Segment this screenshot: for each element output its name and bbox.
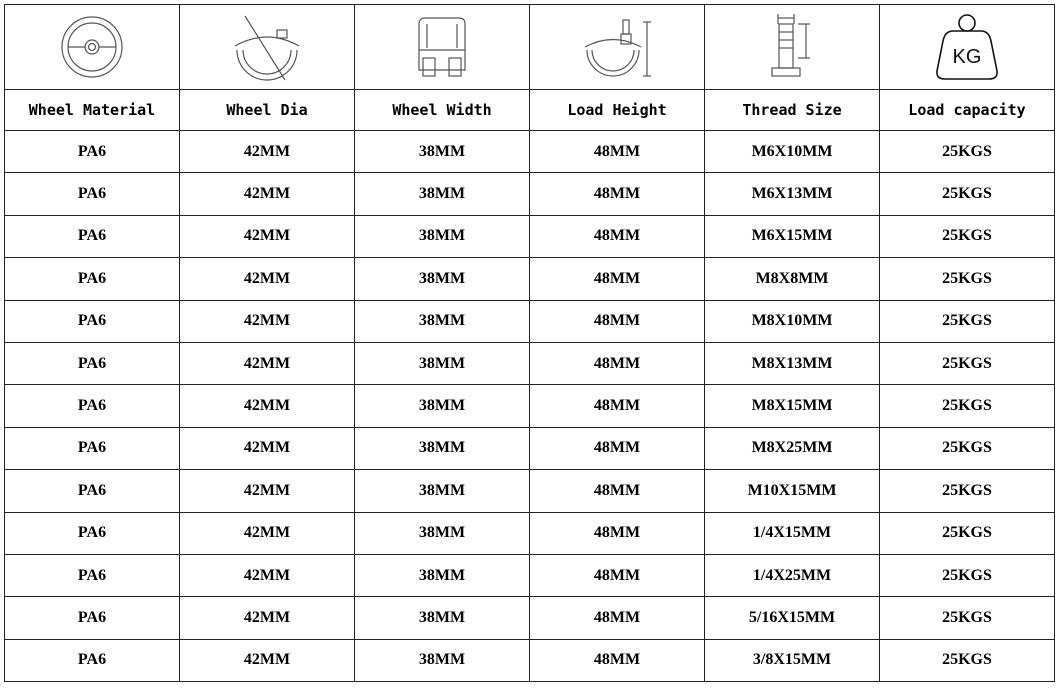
cell-wheel-material: PA6 <box>5 131 180 173</box>
cell-wheel-width: 38MM <box>355 512 530 554</box>
table-row <box>5 597 1055 639</box>
table-row <box>5 173 1055 215</box>
cell-load-capacity: 25KGS <box>880 300 1055 342</box>
cell-load-capacity: 25KGS <box>880 597 1055 639</box>
table-row <box>5 385 1055 427</box>
header-load-capacity: Load capacity <box>880 90 1055 131</box>
cell-wheel-dia: 42MM <box>180 554 355 596</box>
cell-load-height: 48MM <box>530 427 705 469</box>
cell-wheel-width: 38MM <box>355 173 530 215</box>
cell-wheel-material: PA6 <box>5 342 180 384</box>
header-row <box>5 90 1055 131</box>
cell-wheel-material: PA6 <box>5 639 180 681</box>
cell-thread-size: M8X13MM <box>705 342 880 384</box>
icon-cell <box>705 5 880 90</box>
wheel-front-icon <box>57 12 127 82</box>
cell-wheel-dia: 42MM <box>180 258 355 300</box>
table-row <box>5 300 1055 342</box>
table-row <box>5 131 1055 173</box>
header-load-height: Load Height <box>530 90 705 131</box>
header-wheel-width: Wheel Width <box>355 90 530 131</box>
cell-wheel-width: 38MM <box>355 597 530 639</box>
cell-wheel-dia: 42MM <box>180 597 355 639</box>
cell-wheel-dia: 42MM <box>180 385 355 427</box>
wheel-diameter-icon <box>227 10 307 84</box>
cell-thread-size: M6X15MM <box>705 215 880 257</box>
cell-thread-size: M8X10MM <box>705 300 880 342</box>
cell-wheel-dia: 42MM <box>180 131 355 173</box>
cell-load-height: 48MM <box>530 470 705 512</box>
cell-wheel-width: 38MM <box>355 215 530 257</box>
cell-wheel-width: 38MM <box>355 470 530 512</box>
icon-cell <box>180 5 355 90</box>
cell-wheel-dia: 42MM <box>180 300 355 342</box>
cell-wheel-material: PA6 <box>5 385 180 427</box>
cell-thread-size: 1/4X15MM <box>705 512 880 554</box>
icon-cell <box>530 5 705 90</box>
cell-load-height: 48MM <box>530 385 705 427</box>
cell-wheel-width: 38MM <box>355 639 530 681</box>
cell-wheel-material: PA6 <box>5 215 180 257</box>
cell-wheel-dia: 42MM <box>180 215 355 257</box>
cell-load-capacity: 25KGS <box>880 512 1055 554</box>
cell-thread-size: M8X15MM <box>705 385 880 427</box>
cell-load-capacity: 25KGS <box>880 385 1055 427</box>
cell-load-capacity: 25KGS <box>880 258 1055 300</box>
cell-wheel-material: PA6 <box>5 512 180 554</box>
wheel-width-icon <box>407 10 477 84</box>
cell-thread-size: M6X10MM <box>705 131 880 173</box>
cell-load-height: 48MM <box>530 215 705 257</box>
cell-load-height: 48MM <box>530 512 705 554</box>
cell-load-capacity: 25KGS <box>880 215 1055 257</box>
cell-wheel-width: 38MM <box>355 131 530 173</box>
header-wheel-dia: Wheel Dia <box>180 90 355 131</box>
cell-load-capacity: 25KGS <box>880 173 1055 215</box>
cell-wheel-dia: 42MM <box>180 173 355 215</box>
cell-wheel-dia: 42MM <box>180 512 355 554</box>
cell-load-capacity: 25KGS <box>880 342 1055 384</box>
cell-wheel-width: 38MM <box>355 342 530 384</box>
cell-thread-size: 1/4X25MM <box>705 554 880 596</box>
table-row <box>5 512 1055 554</box>
cell-wheel-width: 38MM <box>355 258 530 300</box>
cell-wheel-width: 38MM <box>355 554 530 596</box>
cell-thread-size: M6X13MM <box>705 173 880 215</box>
cell-load-height: 48MM <box>530 639 705 681</box>
load-capacity-weight-icon <box>931 11 1003 83</box>
table-row <box>5 258 1055 300</box>
cell-wheel-dia: 42MM <box>180 427 355 469</box>
cell-wheel-dia: 42MM <box>180 639 355 681</box>
table-row <box>5 639 1055 681</box>
header-thread-size: Thread Size <box>705 90 880 131</box>
icon-row <box>5 5 1055 90</box>
cell-load-capacity: 25KGS <box>880 554 1055 596</box>
cell-wheel-material: PA6 <box>5 597 180 639</box>
cell-load-height: 48MM <box>530 173 705 215</box>
cell-thread-size: 5/16X15MM <box>705 597 880 639</box>
cell-load-height: 48MM <box>530 554 705 596</box>
cell-wheel-material: PA6 <box>5 427 180 469</box>
icon-cell <box>355 5 530 90</box>
cell-wheel-dia: 42MM <box>180 342 355 384</box>
cell-wheel-width: 38MM <box>355 385 530 427</box>
cell-wheel-material: PA6 <box>5 470 180 512</box>
cell-wheel-dia: 42MM <box>180 470 355 512</box>
weight-icon-label: KG <box>952 46 982 68</box>
cell-thread-size: M10X15MM <box>705 470 880 512</box>
cell-load-height: 48MM <box>530 300 705 342</box>
cell-wheel-material: PA6 <box>5 258 180 300</box>
table-row <box>5 215 1055 257</box>
table-row <box>5 554 1055 596</box>
cell-wheel-material: PA6 <box>5 300 180 342</box>
cell-wheel-width: 38MM <box>355 300 530 342</box>
icon-cell <box>5 5 180 90</box>
cell-wheel-material: PA6 <box>5 173 180 215</box>
cell-wheel-width: 38MM <box>355 427 530 469</box>
cell-load-height: 48MM <box>530 342 705 384</box>
cell-load-capacity: 25KGS <box>880 427 1055 469</box>
spec-table <box>4 4 1055 682</box>
header-wheel-material: Wheel Material <box>5 90 180 131</box>
cell-load-height: 48MM <box>530 131 705 173</box>
cell-load-height: 48MM <box>530 597 705 639</box>
table-row <box>5 342 1055 384</box>
table-row <box>5 427 1055 469</box>
cell-load-capacity: 25KGS <box>880 639 1055 681</box>
icon-cell <box>880 5 1055 90</box>
cell-wheel-material: PA6 <box>5 554 180 596</box>
cell-load-height: 48MM <box>530 258 705 300</box>
cell-load-capacity: 25KGS <box>880 131 1055 173</box>
cell-thread-size: M8X8MM <box>705 258 880 300</box>
load-height-icon <box>577 10 657 84</box>
cell-thread-size: M8X25MM <box>705 427 880 469</box>
thread-size-icon <box>752 10 832 84</box>
table-row <box>5 470 1055 512</box>
cell-load-capacity: 25KGS <box>880 470 1055 512</box>
cell-thread-size: 3/8X15MM <box>705 639 880 681</box>
